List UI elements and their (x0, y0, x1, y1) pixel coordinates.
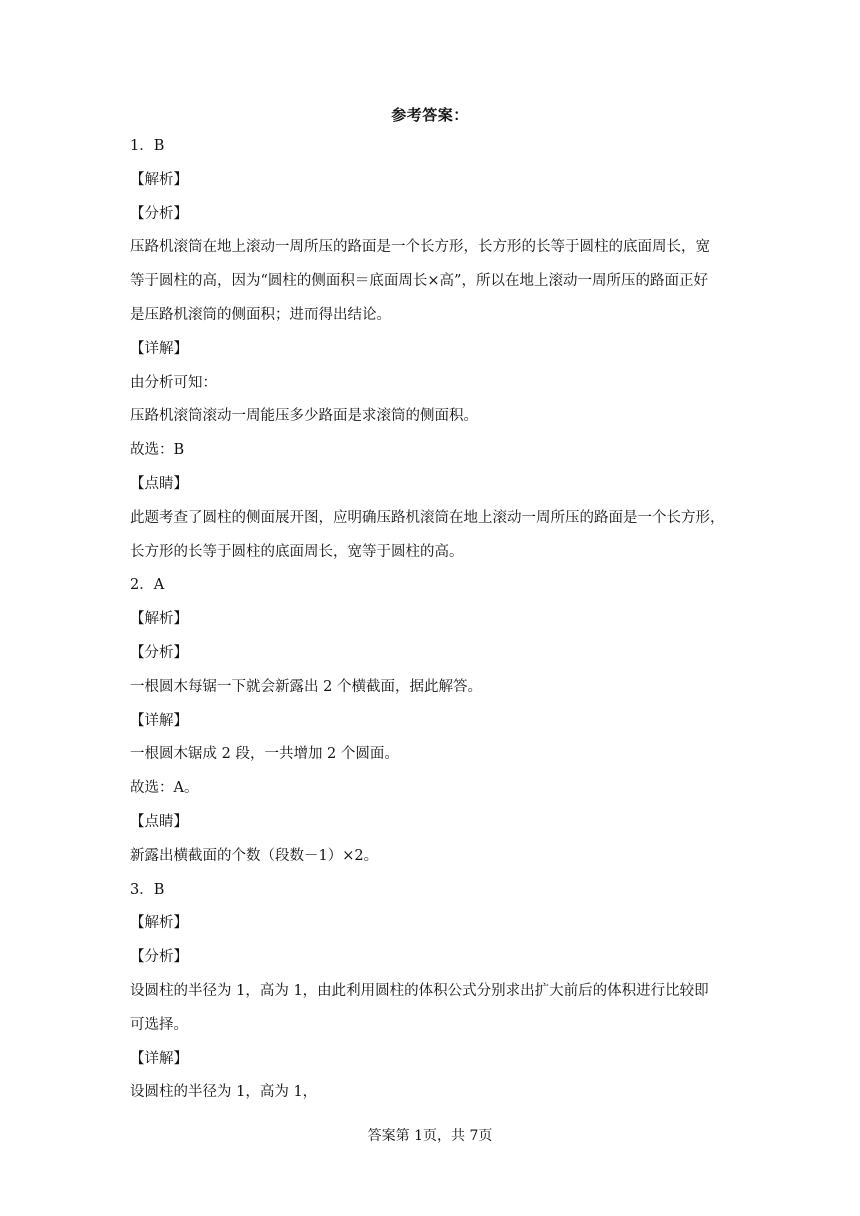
section-heading: 【解析】 (130, 611, 188, 628)
section-heading: 【详解】 (130, 1050, 188, 1067)
page-title: 参考答案： (391, 106, 469, 124)
text-line: 压路机滚筒在地上滚动一周所压的路面是一个长方形，长方形的长等于圆柱的底面周长，宽 (130, 239, 710, 256)
section-heading: 【解析】 (130, 171, 188, 188)
text-line: 由分析可知： (130, 374, 217, 391)
text-line: 等于圆柱的高，因为“圆柱的侧面积＝底面周长×高”，所以在地上滚动一周所压的路面正好 (130, 273, 708, 290)
section-heading: 【点睛】 (130, 813, 188, 830)
page-footer: 答案第 1页，共 7页 (367, 1128, 493, 1144)
section-heading: 【分析】 (130, 644, 188, 661)
question-number: 3．B (130, 881, 165, 898)
text-line: 长方形的长等于圆柱的底面周长，宽等于圆柱的高。 (130, 543, 464, 560)
text-line: 设圆柱的半径为 1，高为 1，由此利用圆柱的体积公式分别求出扩大前后的体积进行比较即 (130, 982, 709, 999)
section-heading: 【分析】 (130, 205, 188, 222)
section-heading: 【分析】 (130, 949, 188, 966)
answer-choice: 故选：A。 (130, 780, 199, 797)
text-line: 一根圆木锯成 2 段，一共增加 2 个圆面。 (130, 746, 399, 763)
text-line: 可选择。 (130, 1016, 188, 1033)
text-line: 新露出横截面的个数（段数－1）×2。 (130, 847, 379, 864)
text-line: 是压路机滚筒的侧面积；进而得出结论。 (130, 306, 391, 323)
question-number: 1．B (130, 138, 165, 154)
text-line: 此题考查了圆柱的侧面展开图，应明确压路机滚筒在地上滚动一周所压的路面是一个长方形， (130, 509, 725, 526)
section-heading: 【详解】 (130, 712, 188, 729)
text-line: 设圆柱的半径为 1，高为 1， (130, 1084, 318, 1101)
text-line: 压路机滚筒滚动一周能压多少路面是求滚筒的侧面积。 (130, 408, 478, 425)
answer-content (130, 130, 742, 1110)
answer-choice: 故选：B (130, 442, 185, 459)
text-line: 一根圆木每锯一下就会新露出 2 个横截面，据此解答。 (130, 678, 482, 695)
section-heading: 【详解】 (130, 340, 188, 357)
question-number: 2．A (130, 577, 165, 594)
section-heading: 【解析】 (130, 915, 188, 932)
section-heading: 【点睛】 (130, 475, 188, 492)
